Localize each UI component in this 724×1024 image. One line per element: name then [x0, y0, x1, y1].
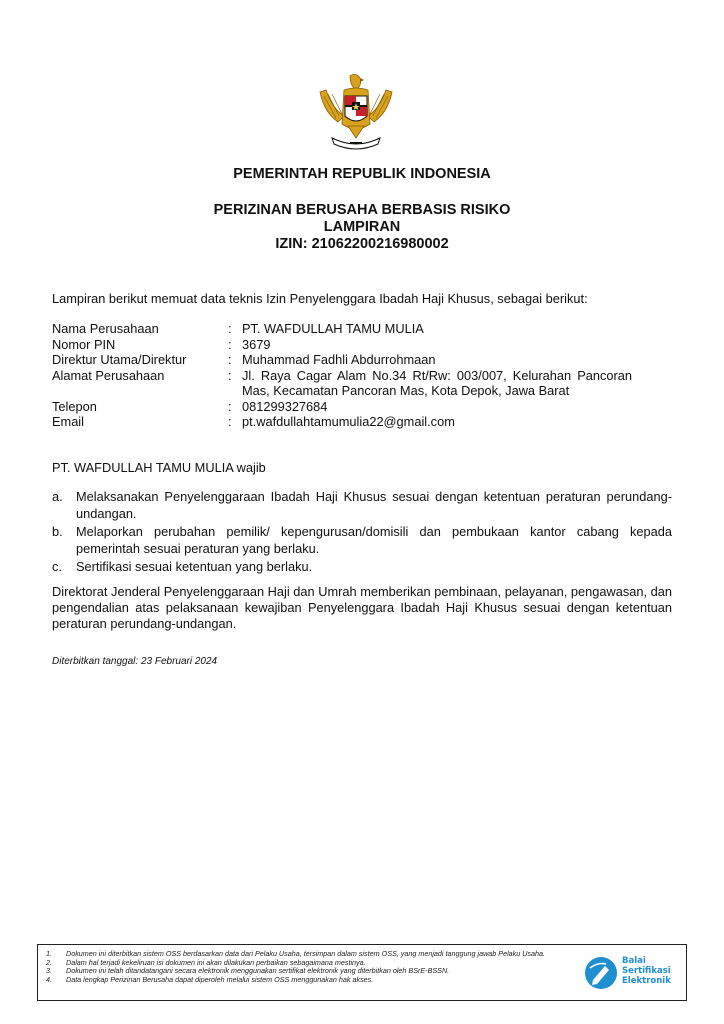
field-label: Direktur Utama/Direktur: [52, 352, 187, 367]
field-colon: :: [228, 398, 232, 414]
field-value: PT. WAFDULLAH TAMU MULIA: [242, 321, 424, 336]
field-label: Alamat Perusahaan: [52, 367, 165, 383]
document-subtitle: LAMPIRAN: [323, 219, 401, 235]
bsre-badge: [584, 955, 680, 991]
note-text: Dokumen ini telah ditandatangani secara elektronik menggunakan sertifikat elektronik yang diterbitkan oleh BSrE-BSSN.: [66, 966, 450, 976]
bsre-line: Sertifikasi: [622, 966, 671, 976]
field-value: 081299327684: [242, 398, 328, 414]
obligation-list: [52, 489, 672, 578]
field-colon: :: [228, 367, 232, 383]
obligation-letter: b.: [52, 524, 63, 539]
closing-paragraph: Direktorat Jenderal Penyelenggaraan Haji dan Umrah memberikan pembinaan, pelayanan, pengawasan, dan pengendalian atas pelaksanaan kewajiban Penyelenggara Ibadah Haji Khusus sesuai dengan ketentuan peraturan perundang-undangan.: [52, 584, 672, 631]
field-row: [52, 352, 632, 368]
obligation-letter: c.: [52, 559, 62, 574]
document-title: PERIZINAN BERUSAHA BERBASIS RISIKO: [213, 202, 511, 218]
field-colon: :: [228, 321, 232, 336]
obligation-item: [52, 489, 672, 522]
obligation-text: Melaporkan perubahan pemilik/ kepengurusan/domisili dan pembukaan kantor cabang kepada pemerintah sesuai peraturan yang berlaku.: [76, 524, 672, 556]
bsre-line: Elektronik: [622, 976, 671, 986]
field-row: [52, 399, 632, 415]
field-colon: :: [228, 336, 232, 352]
field-row: [52, 368, 632, 399]
obligation-intro: PT. WAFDULLAH TAMU MULIA wajib: [52, 460, 266, 475]
note-text: Data lengkap Perizinan Berusaha dapat diperoleh melalui sistem OSS menggunakan hak akses.: [66, 974, 374, 984]
bsre-wordmark: [622, 956, 671, 986]
obligation-text: Sertifikasi sesuai ketentuan yang berlaku.: [76, 559, 313, 574]
footer-note: [46, 976, 586, 985]
footer-notes: [46, 950, 586, 984]
obligation-item: [52, 559, 672, 576]
government-heading: PEMERINTAH REPUBLIK INDONESIA: [233, 166, 491, 182]
field-value: 3679: [242, 336, 271, 352]
note-number: 3.: [46, 966, 52, 976]
bsre-logo-icon: [584, 956, 618, 990]
note-text: Dokumen ini diterbitkan sistem OSS berdasarkan data dari Pelaku Usaha, tersimpan dalam sistem OSS, yang menjadi tanggung jawab Pelaku Usaha.: [66, 949, 546, 958]
company-fields: [52, 321, 632, 430]
obligation-letter: a.: [52, 489, 63, 504]
field-value: Jl. Raya Cagar Alam No.34 Rt/Rw: 003/007, Kelurahan Pancoran Mas, Kecamatan Pancoran Mas, Kota Depok, Jawa Barat: [242, 367, 632, 398]
field-label: Telepon: [52, 398, 97, 414]
note-text: Dalam hal terjadi kekeliruan isi dokumen ini akan dilakukan perbaikan sebagaimana mestinya.: [66, 957, 366, 967]
field-label: Nomor PIN: [52, 336, 116, 352]
garuda-emblem-icon: [314, 72, 398, 152]
note-number: 2.: [46, 957, 52, 967]
field-colon: :: [228, 414, 232, 429]
field-label: Email: [52, 414, 84, 429]
field-colon: :: [228, 352, 232, 367]
footer-notes-box: [37, 944, 687, 1001]
field-value: Muhammad Fadhli Abdurrohmaan: [242, 352, 436, 367]
obligation-item: [52, 524, 672, 557]
field-label: Nama Perusahaan: [52, 321, 159, 336]
permit-number: IZIN: 21062200216980002: [275, 236, 449, 252]
note-number: 4.: [46, 974, 52, 984]
field-row: [52, 337, 632, 353]
obligation-text: Melaksanakan Penyelenggaraan Ibadah Haji Khusus sesuai dengan ketentuan peraturan perundang-undangan.: [76, 489, 672, 521]
field-row: [52, 414, 632, 430]
field-row: [52, 321, 632, 337]
issue-date: Diterbitkan tanggal: 23 Februari 2024: [52, 656, 218, 667]
note-number: 1.: [46, 949, 52, 958]
field-value: pt.wafdullahtamumulia22@gmail.com: [242, 414, 455, 429]
bsre-line: Balai: [622, 956, 646, 966]
intro-text: Lampiran berikut memuat data teknis Izin Penyelenggara Ibadah Haji Khusus, sebagai berikut:: [52, 291, 588, 306]
